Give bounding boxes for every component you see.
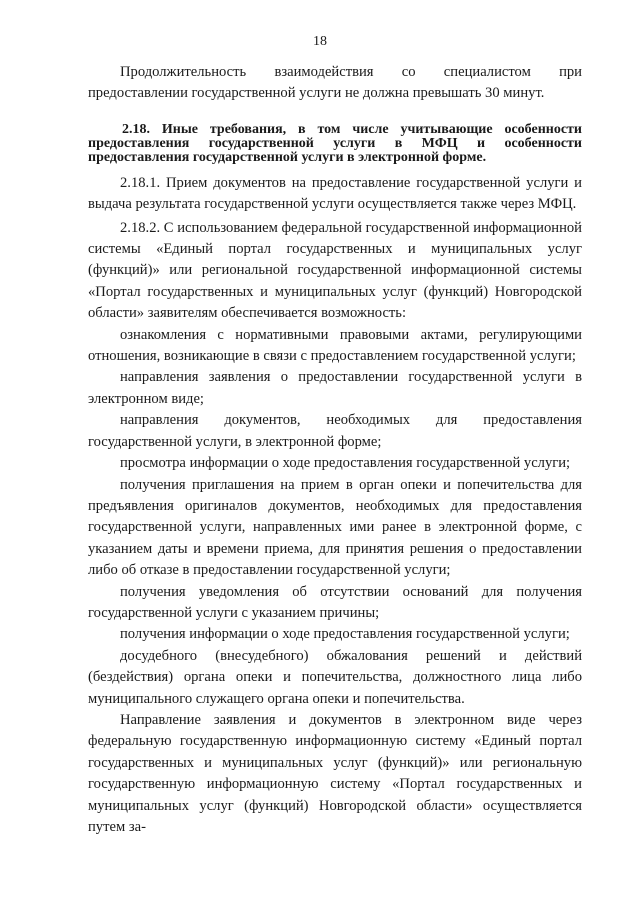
section-heading-2-18: 2.18. Иные требования, в том числе учитывающие особенности предоставления государственной услуги в МФЦ и особенности предоставления государственной услуги в электронной форме. [88, 121, 582, 165]
list-item: получения информации о ходе предоставления государственной услуги; [120, 626, 570, 643]
list-item: получения уведомления об отсутствии оснований для получения государственной услуги с указанием причины; [88, 583, 582, 621]
page-number: 18 [313, 34, 327, 49]
list-item: ознакомления с нормативными правовыми актами, регулирующими отношения, возникающие в связи с предоставлением государственной услуги; [88, 326, 582, 365]
paragraph-duration: Продолжительность взаимодействия со специалистом при предоставлении государственной услуги не должна превышать 30 минут. [88, 64, 582, 102]
paragraph-2-18-2: 2.18.2. С использованием федеральной государственной информационной системы «Единый портал государственных и муниципальных услуг (функций)» или региональной государственной информационной системы «Портал государственных и муниципальных услуг (функций) Новгородской области» заявителям обеспечивается возможность: [88, 219, 582, 322]
list-item: получения приглашения на прием в орган опеки и попечительства для предъявления оригиналов документов, необходимых для предоставления государственной услуги, направленных ими ранее в электронной форме, с указанием даты и времени приема, для принятия решения о предоставлении либо об отказе в предоставлении государственной услуги; [88, 476, 582, 579]
list-item: направления заявления о предоставлении государственной услуги в электронном виде; [88, 369, 582, 407]
list-item: досудебного (внесудебного) обжалования решений и действий (бездействия) органа опеки и попечительства, должностного лица либо муниципального служащего органа опеки и попечительства. [88, 647, 582, 707]
paragraph-2-18-1: 2.18.1. Прием документов на предоставление государственной услуги и выдача результата государственной услуги осуществляется также через МФЦ. [88, 174, 582, 213]
list-item: просмотра информации о ходе предоставления государственной услуги; [120, 455, 571, 472]
document-body [88, 62, 582, 838]
paragraph-submission: Направление заявления и документов в электронном виде через федеральную государственную информационную систему «Единый портал государственных и муниципальных услуг (функций)» или региональную государственную информационную систему «Портал государственных и муниципальных услуг (функций) Новгородской области» осуществляется путем за- [88, 711, 582, 835]
list-item: направления документов, необходимых для предоставления государственной услуги, в электронной форме; [88, 412, 582, 450]
